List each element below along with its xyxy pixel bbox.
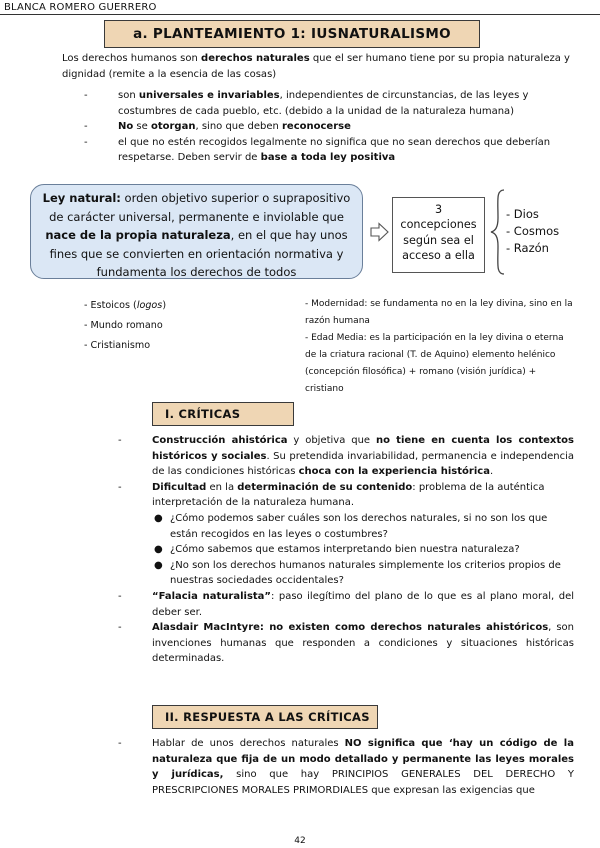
question-item: ● ¿No son los derechos humanos naturales simplemente los criterios propios de nuestras sociedades occidentales? xyxy=(154,559,561,587)
document-author: BLANCA ROMERO GUERRERO xyxy=(4,2,157,13)
natural-law-box: Ley natural: orden objetivo superior o suprapositivo de carácter universal, permanente e inviolable que nace de la propia naturaleza, en el que hay unos fines que se convierten en orientación normativa y fundamenta los derechos de todos xyxy=(30,184,363,279)
origins-right-list xyxy=(305,296,575,398)
list-item: - Mundo romano xyxy=(84,320,163,331)
origins-left-list xyxy=(84,296,166,356)
list-item: - Alasdair MacIntyre: no existen como derechos naturales ahistóricos, son invenciones humanas que responden a condiciones y situaciones históricas determinadas. xyxy=(118,622,574,665)
list-item: - Estoicos (logos) xyxy=(84,300,167,311)
type-cosmos: - Cosmos xyxy=(506,224,560,238)
question-item: ● ¿Cómo podemos saber cuáles son los derechos naturales, si no son los que están recogidos en las leyes o costumbres? xyxy=(154,512,548,540)
type-razon: - Razón xyxy=(506,241,549,255)
right-arrow-icon xyxy=(370,222,390,242)
list-item: - Cristianismo xyxy=(84,340,151,351)
conceptions-box xyxy=(392,197,485,273)
conceptions-number: 3 xyxy=(434,203,443,216)
section-title: a. PLANTEAMIENTO 1: IUSNATURALISMO xyxy=(104,20,480,48)
list-item: - Dificultad en la determinación de su contenido: problema de la auténtica interpretación de la naturaleza humana. xyxy=(118,481,545,509)
page-number: 42 xyxy=(294,836,306,846)
curly-brace-icon xyxy=(490,188,506,276)
list-item: - “Falacia naturalista”: paso ilegítimo del plano de lo que es al plano moral, del deber ser. xyxy=(118,590,574,618)
characteristics-list xyxy=(84,88,574,166)
header-rule xyxy=(0,14,600,15)
list-item: - Construcción ahistórica y objetiva que no tiene en cuenta los contextos históricos y sociales. Su pretendida invariabilidad, permanencia e independencia de las condiciones históricas choca con la experiencia histórica. xyxy=(118,435,575,478)
list-item: - No se otorgan, sino que deben reconocerse xyxy=(84,121,351,133)
list-item: - el que no estén recogidos legalmente no significa que no sean derechos que deberían respetarse. Deben servir de base a toda ley positiva xyxy=(84,136,551,164)
list-item: - Hablar de unos derechos naturales NO significa que ‘hay un código de la naturaleza que fija de un modo detallado y permanente las leyes morales y jurídicas, sino que hay PRINCIPIOS GENERALES DEL DERECHO Y PRESCRIPCIONES MORALES PRIMORDIALES que expresan las exigencias que xyxy=(118,738,574,796)
criticas-heading: I. CRÍTICAS xyxy=(152,402,294,426)
question-item: ● ¿Cómo sabemos que estamos interpretando bien nuestra naturaleza? xyxy=(154,544,520,556)
respuesta-heading: II. RESPUESTA A LAS CRÍTICAS xyxy=(152,705,378,729)
type-dios: - Dios xyxy=(506,207,539,221)
conception-types xyxy=(506,206,559,257)
criticas-list xyxy=(118,433,574,667)
conceptions-label: concepciones según sea el acceso a ella xyxy=(400,218,477,263)
list-item: - son universales e invariables, independientes de circunstancias, de las leyes y costumbres de cada pueblo, etc. (debido a la unidad de la naturaleza humana) xyxy=(84,90,529,117)
respuesta-list xyxy=(118,736,574,798)
list-item: - Modernidad: se fundamenta no en la ley divina, sino en la razón humana xyxy=(305,299,573,326)
intro-paragraph: Los derechos humanos son derechos naturales que el ser humano tiene por su propia naturaleza y dignidad (remite a la esencia de las cosas) xyxy=(62,53,570,80)
list-item: - Edad Media: es la participación en la ley divina o eterna de la criatura racional (T. de Aquino) elemento helénico (concepción filosófica) + romano (visión jurídica) + cristiano xyxy=(305,333,564,394)
